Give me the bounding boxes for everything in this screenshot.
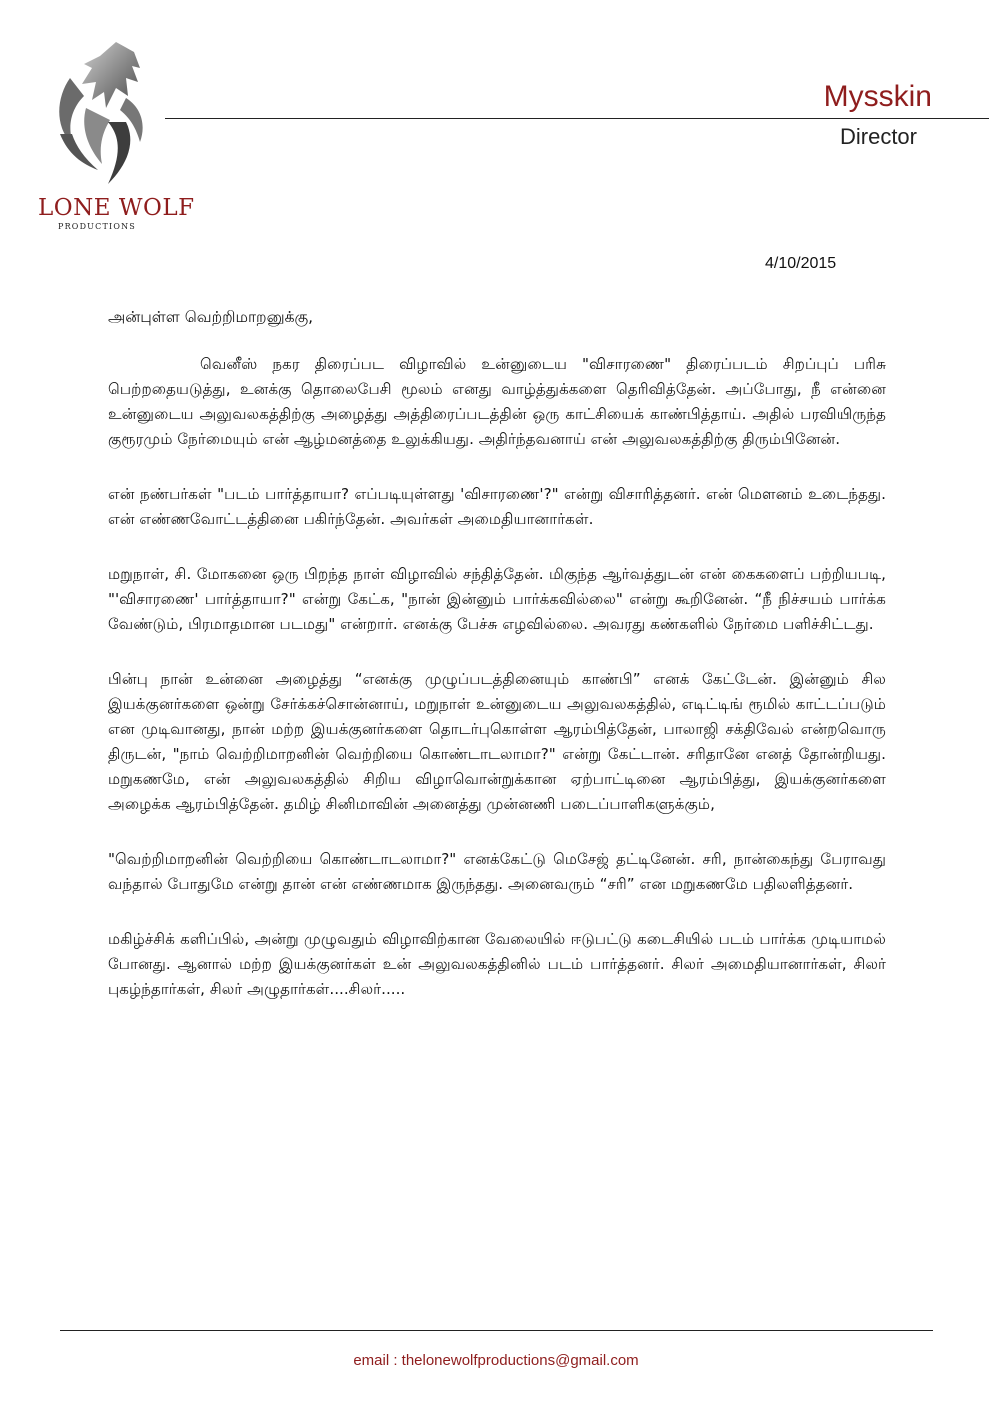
paragraph: மறுநாள், சி. மோகனை ஒரு பிறந்த நாள் விழாவில் சந்தித்தேன். மிகுந்த ஆர்வத்துடன் என் கைகளைப் பற்றியபடி, "'விசாரணை' பார்த்தாயா?" என்று கேட்க, "நான் இன்னும் பார்க்கவில்லை" என்று கூறினேன். “நீ நிச்சயம் பார்க்க வேண்டும், பிரமாதமான படமது" என்றார். எனக்கு பேச்சு எழவில்லை. அவரது கண்களில் நேர்மை பளிச்சிட்டது. bbox=[108, 565, 886, 633]
salutation: அன்புள்ள வெற்றிமாறனுக்கு, bbox=[108, 308, 314, 326]
brand-name: LONE WOLF bbox=[38, 195, 195, 221]
wolf-icon bbox=[46, 38, 156, 188]
paragraph: என் நண்பர்கள் "படம் பார்த்தாயா? எப்படியுள்ளது 'விசாரணை'?" என்று விசாரித்தனர். என் மௌனம் உடைந்தது. என் எண்ணவோட்டத்தினை பகிர்ந்தேன். அவர்கள் அமைதியானார்கள். bbox=[108, 485, 886, 528]
footer-email: email : thelonewolfproductions@gmail.com bbox=[353, 1352, 639, 1369]
header-divider bbox=[165, 118, 989, 119]
paragraph: "வெற்றிமாறனின் வெற்றியை கொண்டாடலாமா?" எனக்கேட்டு மெசேஜ் தட்டினேன். சரி, நான்கைந்து பேராவது வந்தால் போதுமே என்று தான் என் எண்ணமாக இருந்தது. அனைவரும் “சரி” என மறுகணமே பதிலளித்தனர். bbox=[108, 850, 886, 893]
paragraph: பின்பு நான் உன்னை அழைத்து “எனக்கு முழுப்படத்தினையும் காண்பி” எனக் கேட்டேன். இன்னும் சில இயக்குனர்களை ஒன்று சேர்க்கச்சொன்னாய், மறுநாள் உன்னுடைய அலுவலகத்தில், எடிட்டிங் ரூமில் காட்டப்படும் என முடிவானது, நான் மற்ற இயக்குனர்களை தொடர்புகொள்ள ஆரம்பித்தேன், பாலாஜி சக்திவேல் என்றவொரு திருடன், "நாம் வெற்றிமாறனின் வெற்றியை கொண்டாடலாமா?" என்று கேட்டான். சரிதானே எனத் தோன்றியது. மறுகணமே, என் அலுவலகத்தில் சிறிய விழாவொன்றுக்கான ஏற்பாட்டினை ஆரம்பித்து, இயக்குனர்களை அழைக்க ஆரம்பித்தேன். தமிழ் சினிமாவின் அனைத்து முன்னணி படைப்பாளிகளுக்கும், bbox=[108, 670, 886, 813]
brand-sub: PRODUCTIONS bbox=[58, 222, 136, 231]
paragraph: வெனீஸ் நகர திரைப்பட விழாவில் உன்னுடைய "விசாரணை" திரைப்படம் சிறப்புப் பரிசு பெற்றதையடுத்து, உனக்கு தொலைபேசி மூலம் எனது வாழ்த்துக்களை தெரிவித்தேன். அப்போது, நீ என்னை உன்னுடைய அலுவலகத்திற்கு அழைத்து அத்திரைப்படத்தின் ஒரு காட்சியைக் காண்பித்தாய். அதில் பரவியிருந்த குரூரமும் நேர்மையும் என் ஆழ்மனத்தை உலுக்கியது. அதிர்ந்தவனாய் என் அலுவலகத்திற்கு திரும்பினேன். bbox=[108, 355, 886, 448]
paragraph: மகிழ்ச்சிக் களிப்பில், அன்று முழுவதும் விழாவிற்கான வேலையில் ஈடுபட்டு கடைசியில் படம் பார்க்க முடியாமல் போனது. ஆனால் மற்ற இயக்குனர்கள் உன் அலுவலகத்தினில் படம் பார்த்தனர். சிலர் அமைதியானார்கள், சிலர் புகழ்ந்தார்கள், சிலர் அழுதார்கள்....சிலர்..... bbox=[108, 930, 886, 998]
sender-title: Director bbox=[839, 124, 917, 149]
letter-date: 4/10/2015 bbox=[765, 255, 837, 272]
brand-logo bbox=[38, 38, 168, 188]
sender-name: Mysskin bbox=[823, 80, 932, 113]
footer-divider bbox=[60, 1330, 933, 1331]
letter-body bbox=[108, 352, 886, 1032]
